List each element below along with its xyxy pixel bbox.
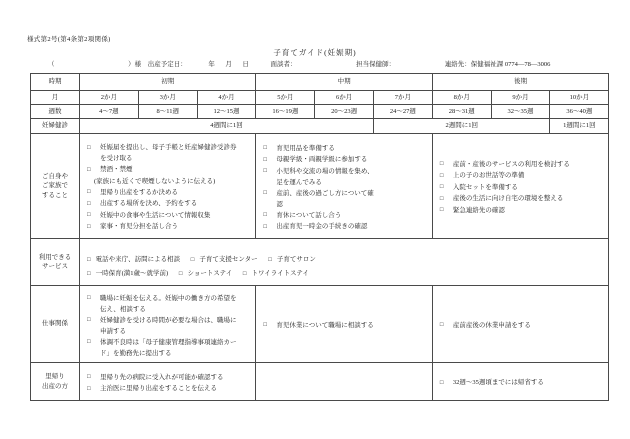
week-cell: 12〜15週 <box>197 105 256 119</box>
month-row-label: 月 <box>31 91 80 105</box>
checklist-item-label: (家族にも近くで喫煙しないように伝える) <box>94 177 216 185</box>
checkbox-icon[interactable]: □ <box>439 184 444 191</box>
checklist-item-label: 32週〜35週頃までには帰省する <box>452 379 544 387</box>
checklist-item <box>87 293 252 315</box>
month-row <box>31 91 609 105</box>
checkbox-icon[interactable]: □ <box>87 317 91 323</box>
month-cell: 3か月 <box>138 91 197 105</box>
checkup-frequency: 4週間に1回 <box>80 119 374 134</box>
service-label: 子育て支援センター <box>199 256 258 263</box>
checkbox-icon[interactable]: □ <box>263 223 268 230</box>
page-title: 子育てガイド(妊娠期) <box>273 48 357 57</box>
checklist-item <box>263 154 428 166</box>
month-cell: 4か月 <box>197 91 256 105</box>
homecoming-label: 里帰り 出産の方 <box>31 363 80 401</box>
checklist-item-label: 体調不良時は「母子健康管理指導事項連絡カード」を勤務先に提出する <box>100 338 237 357</box>
week-cell: 8〜11週 <box>138 105 197 119</box>
checklist-item <box>263 188 428 210</box>
checklist-item-label: 産前産後の休業申請をする <box>452 321 531 329</box>
period-early: 初期 <box>80 74 256 91</box>
checkbox-icon[interactable]: □ <box>87 166 91 173</box>
checklist-item-label: 出産育児一時金の手続きの確認 <box>276 223 368 230</box>
checklist-item-label: 妊婦健診を受ける時間が必要な場合は、職場に申請する <box>100 316 237 335</box>
checklist-item <box>87 164 252 176</box>
services-line <box>87 267 605 281</box>
checklist-item-label: 妊娠中の食事や生活について情報収集 <box>100 211 211 219</box>
checkbox-icon[interactable]: □ <box>87 374 91 380</box>
checklist-item <box>440 193 605 205</box>
checkbox-icon[interactable]: □ <box>87 257 91 263</box>
self-family-early-cell <box>80 134 256 239</box>
checkbox-icon[interactable]: □ <box>190 257 195 263</box>
week-row <box>31 105 609 119</box>
week-cell: 36〜40週 <box>550 105 609 119</box>
checkbox-icon[interactable]: □ <box>87 385 91 392</box>
checkbox-icon[interactable]: □ <box>242 271 247 277</box>
checkbox-icon[interactable]: □ <box>87 189 91 196</box>
checkbox-icon[interactable]: □ <box>439 322 444 329</box>
checkbox-icon[interactable]: □ <box>178 271 183 277</box>
consultation-info-line <box>30 59 608 68</box>
self-family-label: ご自身や ご家族で すること <box>31 134 80 239</box>
checkbox-icon[interactable]: □ <box>87 200 91 207</box>
checkbox-icon[interactable]: □ <box>439 207 444 214</box>
self-family-mid-cell <box>256 134 432 239</box>
checklist-item <box>87 315 252 337</box>
checklist-item <box>440 159 605 171</box>
checklist-item <box>263 166 428 188</box>
checkbox-icon[interactable]: □ <box>87 271 91 277</box>
checkbox-icon[interactable]: □ <box>87 339 91 345</box>
checklist-item-label: 禁酒・禁煙 <box>100 166 133 174</box>
due-date-value: 年 月 日 <box>208 61 251 68</box>
services-line <box>87 253 605 267</box>
checkbox-icon[interactable]: □ <box>263 190 268 196</box>
checklist-item <box>440 182 605 194</box>
checkbox-icon[interactable]: □ <box>87 212 91 219</box>
period-header-label: 時期 <box>31 74 80 91</box>
due-date-label: 出産予定日： <box>147 61 187 68</box>
checklist-item-note <box>87 176 252 187</box>
month-cell: 6か月 <box>315 91 374 105</box>
checklist-item-label: 職場に妊娠を伝える。妊娠中の働き方の希望を伝え、相談する <box>100 294 237 313</box>
checklist-item-label: 出産する場所を決め、予約をする <box>100 200 198 208</box>
month-cell: 7か月 <box>374 91 433 105</box>
week-cell: 24〜27週 <box>374 105 433 119</box>
homecoming-row <box>31 363 609 401</box>
month-cell: 2か月 <box>80 91 139 105</box>
checklist-item <box>87 221 252 233</box>
checklist-item <box>87 372 252 384</box>
period-header-row <box>31 74 609 91</box>
week-cell: 20〜23週 <box>315 105 374 119</box>
checklist-item-label: 母親学級・両親学級に参加する <box>276 156 368 163</box>
checklist-item-label: 家事・育児分担を話し合う <box>100 223 178 231</box>
checklist-item-label: 産後の生活に向け自宅の環境を整える <box>452 195 564 203</box>
checkbox-icon[interactable]: □ <box>263 212 268 218</box>
form-number: 様式第2号(第4条第2項関係) <box>27 36 111 43</box>
week-cell: 32〜35週 <box>491 105 550 119</box>
period-mid: 中期 <box>256 74 432 91</box>
homecoming-late-cell <box>432 363 608 401</box>
checklist-item <box>440 377 605 389</box>
checklist-item <box>263 210 428 222</box>
service-label: トワイライトステイ <box>251 270 309 277</box>
checklist-item-label: 産前、産後の過ごし方について確認 <box>276 189 374 208</box>
checklist-item <box>87 142 252 164</box>
services-row <box>31 239 609 286</box>
week-cell: 16〜19週 <box>256 105 315 119</box>
week-cell: 28〜31週 <box>432 105 491 119</box>
checklist-item-label: 主治医に里帰り出産をすることを伝える <box>100 385 217 392</box>
month-cell: 8か月 <box>432 91 491 105</box>
work-row <box>31 286 609 363</box>
checkbox-icon[interactable]: □ <box>263 322 268 329</box>
checklist-item <box>87 337 252 359</box>
checklist-item <box>440 170 605 182</box>
checklist-item <box>263 221 428 233</box>
name-suffix: ）様 <box>128 61 142 68</box>
checklist-item-label: 育児休業について職場に相談する <box>276 321 374 329</box>
homecoming-mid-cell <box>256 363 432 401</box>
service-label: 一時保育(満1歳〜就学前) <box>95 270 169 277</box>
homecoming-early-cell <box>80 363 256 401</box>
checklist-item <box>87 198 252 210</box>
checkbox-icon[interactable]: □ <box>263 156 268 163</box>
checklist-item <box>87 383 252 395</box>
interviewer-label: 面談者： <box>270 61 297 68</box>
checkup-frequency: 2週間に1回 <box>374 119 550 134</box>
week-row-label: 週数 <box>31 105 80 119</box>
month-cell: 10か月 <box>550 91 609 105</box>
checklist-item-label: 入院セットを準備する <box>452 183 518 191</box>
checklist-item <box>440 320 605 332</box>
checkbox-icon[interactable]: □ <box>87 144 91 151</box>
checkbox-icon[interactable]: □ <box>439 195 444 202</box>
checklist-item <box>263 143 428 155</box>
month-cell: 9か月 <box>491 91 550 105</box>
services-cell <box>80 239 609 286</box>
checklist-item-label: 産前・産後のサービスの利用を検討する <box>452 160 570 168</box>
self-family-row <box>31 134 609 239</box>
guide-table <box>30 73 609 401</box>
service-label: 子育てサロン <box>276 256 316 263</box>
checkup-row-label: 妊婦健診 <box>31 119 80 134</box>
checkup-row <box>31 119 609 134</box>
work-early-cell <box>80 286 256 363</box>
checkup-frequency: 1週間に1回 <box>550 119 609 134</box>
checklist-item-label: 小児科や交流の場の情報を集め、足を運んでみる <box>276 167 374 186</box>
checkbox-icon[interactable]: □ <box>87 295 91 301</box>
contact-phone: 0774—78—3006 <box>504 61 551 68</box>
checkbox-icon[interactable]: □ <box>439 379 444 386</box>
name-paren-open: （ <box>48 61 55 68</box>
checklist-item <box>87 187 252 199</box>
checkbox-icon[interactable]: □ <box>263 168 268 174</box>
work-label: 仕事関係 <box>31 286 80 363</box>
checklist-item-label: 里帰り出産をするか決める <box>100 188 178 196</box>
checklist-item <box>440 205 605 217</box>
checklist-item <box>263 320 428 332</box>
checklist-item-label: 緊急連絡先の確認 <box>452 206 505 214</box>
checkbox-icon[interactable]: □ <box>263 145 268 151</box>
week-cell: 4〜7週 <box>80 105 139 119</box>
self-family-late-cell <box>432 134 608 239</box>
period-late: 後期 <box>432 74 608 91</box>
services-label: 利用できる サービス <box>31 239 80 286</box>
checklist-item-label: 育休について話し合う <box>276 211 342 219</box>
checkbox-icon[interactable]: □ <box>87 223 91 230</box>
checklist-item-label: 上の子のお世話等の準備 <box>452 172 525 180</box>
service-label: ショートステイ <box>187 270 233 277</box>
checkbox-icon[interactable]: □ <box>439 172 444 179</box>
checklist-item <box>87 210 252 222</box>
checklist-item-label: 育児用品を準備する <box>276 144 335 152</box>
work-mid-cell <box>256 286 432 363</box>
month-cell: 5か月 <box>256 91 315 105</box>
checkbox-icon[interactable]: □ <box>268 257 272 263</box>
checkbox-icon[interactable]: □ <box>439 161 444 168</box>
checklist-item-label: 妊娠届を提出し、母子手帳と妊産婦健診受診券を受け取る <box>100 144 237 163</box>
staff-label: 担当保健師： <box>356 61 396 68</box>
checklist-item-label: 里帰り先の病院に受入れが可能か確認する <box>100 373 224 381</box>
service-label: 電話や来庁、訪問による相談 <box>95 256 181 263</box>
contact-label: 連絡先：保健福祉課 <box>444 61 504 68</box>
work-late-cell <box>432 286 608 363</box>
